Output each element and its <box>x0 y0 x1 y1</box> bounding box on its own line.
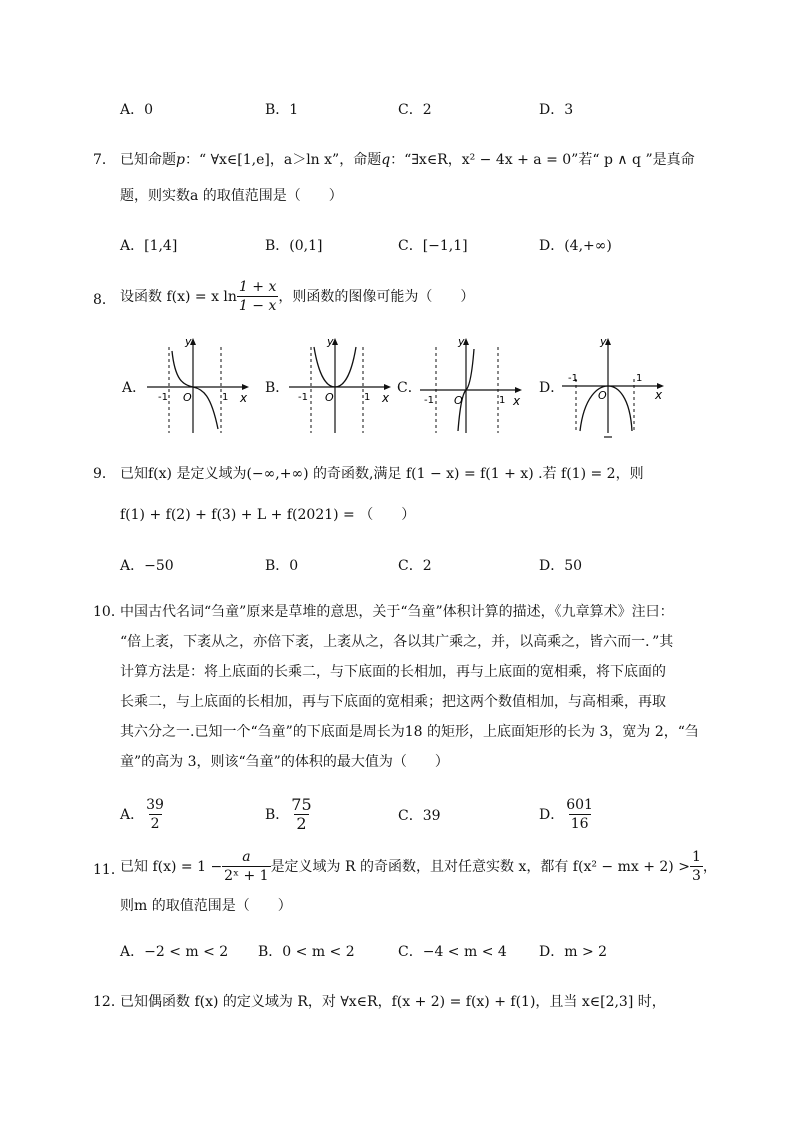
svg-text:1: 1 <box>499 395 506 406</box>
svg-text:O: O <box>183 391 192 404</box>
svg-text:-1: -1 <box>298 392 308 403</box>
svg-text:y: y <box>185 335 192 348</box>
q9-option-d: D．50 <box>539 558 583 574</box>
q12-stem-line1: 已知偶函数 f(x) 的定义域为 R，对 ∀x∈R，f(x + 2) = f(x) + f(1)，且当 x∈[2,3] 时， <box>120 994 666 1010</box>
q8-option-a-label: A． <box>122 380 147 396</box>
q10-stem-line4: 长乘二，与上底面的长相加，再与下底面的宽相乘；把这两个数值相加，与高相乘，再取 <box>120 694 666 710</box>
svg-text:O: O <box>454 394 463 407</box>
q8-number: 8． <box>93 292 116 308</box>
q10-stem-line5: 其六分之一.已知一个“刍童”的下底面是周长为18 的矩形，上底面矩形的长为 3，宽为 2，“刍 <box>120 724 699 740</box>
svg-text:x: x <box>382 391 390 405</box>
svg-text:y: y <box>327 335 334 348</box>
q11-option-d: D．m > 2 <box>539 944 608 960</box>
svg-text:1: 1 <box>364 392 371 403</box>
q11-number: 11． <box>93 862 125 878</box>
svg-text:1: 1 <box>636 373 643 384</box>
svg-text:-1: -1 <box>158 392 168 403</box>
q10-stem-line3: 计算方法是：将上底面的长乘二，与下底面的长相加，再与上底面的宽相乘，将下底面的 <box>120 664 666 680</box>
q11-stem-line1: 已知 f(x) = 1 − $\frac{a}{\text{2ˣ + 1}}$ 是定义域为 R 的奇函数，且对任意实数 x，都有 f(x² − mx + 2) > $\frac{1}{3}$ ， <box>120 849 717 884</box>
q8-fraction: $\frac{1 + x}{1 - x}$ <box>238 279 277 314</box>
svg-text:1: 1 <box>222 392 229 403</box>
q10-option-c: C．39 <box>398 808 441 824</box>
svg-text:y: y <box>458 335 465 348</box>
q10-option-d: D． $\frac{601}{16}$ <box>539 797 593 832</box>
q10-option-a: A． $\frac{39}{2}$ <box>120 797 164 832</box>
q7-option-c: C．[−1,1] <box>398 238 468 254</box>
q6-option-d: D．3 <box>539 102 574 118</box>
svg-text:-1: -1 <box>568 373 578 384</box>
q9-number: 9． <box>93 466 116 482</box>
svg-text:y: y <box>600 335 607 348</box>
q10-stem-line6: 童”的高为 3，则该“刍童”的体积的最大值为（ ） <box>120 754 449 770</box>
q7-stem-line1: 已知命题p：“ ∀x∈[1,e]，a＞ln x”，命题q：“∃x∈R，x² − 4x + a = 0”若“ p ∧ q ”是真命 <box>120 152 695 168</box>
q11-option-a: A．−2 < m < 2 <box>120 944 229 960</box>
q8-stem: 设函数 f(x) = x ln $\frac{1 + x}{1 - x}$ ，则函数的图像可能为（ ） <box>120 279 475 314</box>
q12-number: 12． <box>93 994 125 1010</box>
q8-graph-a <box>145 335 255 435</box>
q10-number: 10． <box>93 604 125 620</box>
q8-graph-c <box>418 335 528 435</box>
svg-text:O: O <box>325 391 334 404</box>
q8-graph-d <box>560 335 670 440</box>
svg-text:x: x <box>655 388 663 402</box>
q10-stem-line2: “倍上袤，下袤从之，亦倍下袤，上袤从之，各以其广乘之，并，以高乘之，皆六而一．”其 <box>120 634 674 650</box>
q7-option-b: B．(0,1] <box>265 238 323 254</box>
q11-stem-line2: 则m 的取值范围是（ ） <box>120 898 292 914</box>
q9-option-b: B．0 <box>265 558 299 574</box>
svg-text:-1: -1 <box>424 395 434 406</box>
q8-graph-b <box>287 335 397 435</box>
q7-option-d: D．(4,+∞) <box>539 238 612 254</box>
svg-text:O: O <box>598 389 607 402</box>
q9-stem-line1: 已知f(x) 是定义域为(−∞,+∞) 的奇函数,满足 f(1 − x) = f(1 + x) .若 f(1) = 2，则 <box>120 466 644 482</box>
q6-option-b: B．1 <box>265 102 299 118</box>
q8-option-d-label: D． <box>539 380 565 396</box>
q7-number: 7． <box>93 152 116 168</box>
q10-option-b: B． $\frac{75}{2}$ <box>265 795 312 833</box>
q6-option-a: A．0 <box>120 102 154 118</box>
q8-option-b-label: B． <box>265 380 290 396</box>
q9-option-c: C．2 <box>398 558 432 574</box>
svg-text:x: x <box>513 394 521 408</box>
q10-stem-line1: 中国古代名词“刍童”原来是草堆的意思，关于“刍童”体积计算的描述，《九章算术》注曰： <box>120 604 674 620</box>
q9-stem-line2: f(1) + f(2) + f(3) + L + f(2021) = （ ） <box>120 507 416 523</box>
q6-option-c: C．2 <box>398 102 432 118</box>
svg-text:x: x <box>240 391 248 405</box>
q8-option-c-label: C． <box>397 380 422 396</box>
q7-stem-line2: 题，则实数a 的取值范围是（ ） <box>120 188 343 204</box>
q9-option-a: A．−50 <box>120 558 174 574</box>
q11-option-c: C．−4 < m < 4 <box>398 944 507 960</box>
q7-option-a: A．[1,4] <box>120 238 178 254</box>
q11-option-b: B．0 < m < 2 <box>258 944 355 960</box>
